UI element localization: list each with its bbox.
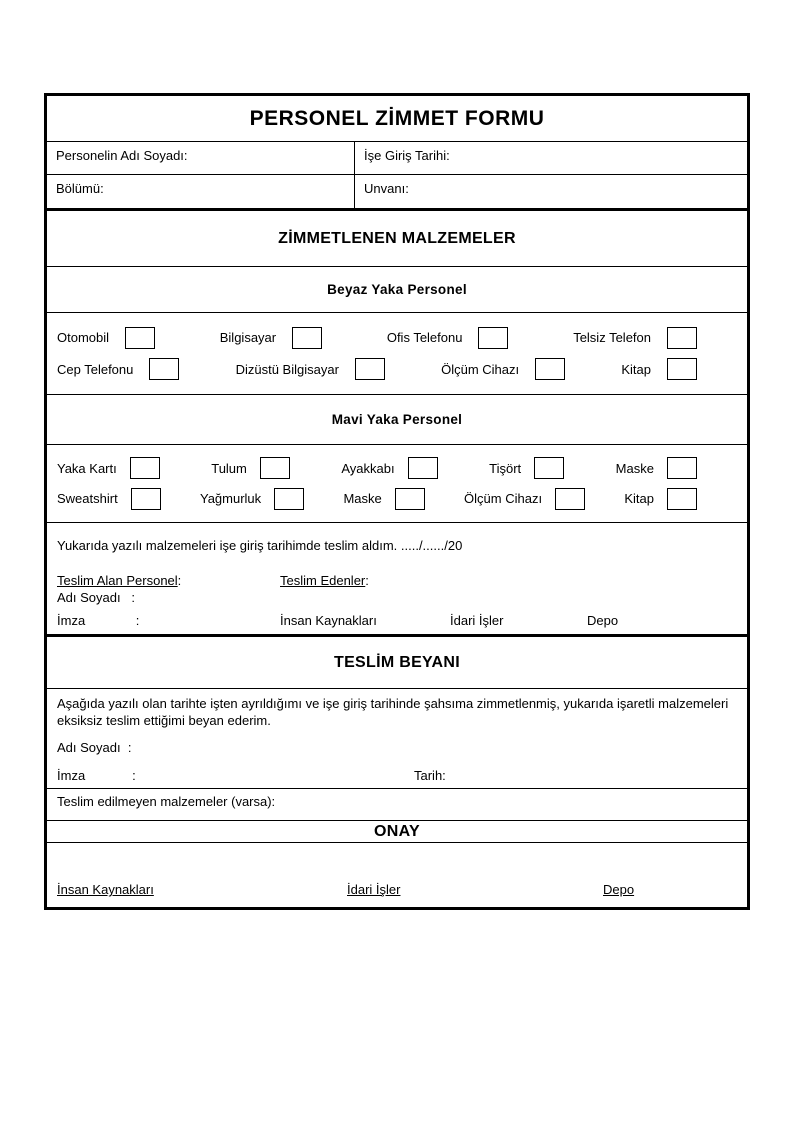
checkbox-ayakkabi[interactable] [408,457,438,479]
checkbox-tisort[interactable] [534,457,564,479]
header-fields-row-2 [47,175,747,211]
checkbox-label-ofis-telefonu: Ofis Telefonu [386,330,463,346]
item-bilgisayar [220,327,322,349]
checkbox-label-yagmurluk: Yağmurluk [199,491,262,507]
item-cep-telefonu [57,358,179,380]
approval-block [47,843,747,904]
checkbox-label-telsiz-telefon: Telsiz Telefon [573,330,651,346]
checkbox-label-tulum: Tulum [211,460,247,476]
white-collar-checkbox-block [47,313,747,395]
personel-zimmet-form [44,93,750,910]
checkbox-yaka-karti[interactable] [130,457,160,479]
checkbox-label-tisort: Tişört [489,460,522,476]
item-olcum-cihazi [441,358,565,380]
declaration-date-label[interactable]: Tarih: [414,768,446,783]
field-bolumu-label: Bölümü: [56,181,104,196]
approval-signer-depo: Depo [603,882,635,897]
checkbox-label-bilgisayar: Bilgisayar [219,330,277,346]
checkbox-label-olcum-cihazi: Ölçüm Cihazı [441,361,520,377]
deliverers-head [280,573,369,588]
checkbox-label-yaka-karti: Yaka Kartı [57,460,117,476]
checkbox-label-kitap-2: Kitap [624,491,654,507]
receiver-colon: : [177,573,182,588]
header-fields-row-1 [47,142,747,175]
field-personel-adi-soyadi[interactable] [47,142,355,175]
blue-collar-checkbox-block [47,445,747,523]
receipt-signer-idari-isler: İdari İşler [450,613,504,628]
checkbox-label-maske-2: Maske [343,491,382,507]
item-yagmurluk [200,488,304,510]
receipt-signer-insan-kaynaklari: İnsan Kaynakları [280,613,377,628]
item-ayakkabi [341,457,437,479]
checkbox-kitap[interactable] [667,358,697,380]
item-maske-2 [343,488,424,510]
receiver-label: Teslim Alan Personel [57,573,178,588]
checkbox-label-sweatshirt: Sweatshirt [57,491,118,507]
checkbox-kitap-2[interactable] [667,488,697,510]
declaration-section-title: TESLİM BEYANI [47,637,747,689]
declaration-signature-row [57,768,737,783]
checkbox-label-olcum-cihazi-2: Ölçüm Cihazı [464,491,543,507]
checkbox-telsiz-telefon[interactable] [667,327,697,349]
blue-collar-row-1 [57,457,697,479]
item-tulum [211,457,290,479]
item-kitap-2 [624,488,697,510]
white-collar-row-2 [57,358,697,380]
receipt-statement: Yukarıda yazılı malzemeleri işe giriş tarihimde teslim aldım. ...../....../20 [57,538,463,553]
checkbox-otomobil[interactable] [125,327,155,349]
checkbox-maske[interactable] [667,457,697,479]
item-telsiz-telefon [573,327,697,349]
item-sweatshirt [57,488,161,510]
approval-signer-depo-slot [603,882,634,897]
checkbox-olcum-cihazi-2[interactable] [555,488,585,510]
receipt-signer-depo: Depo [587,613,619,628]
field-ise-giris-tarihi[interactable] [355,142,747,175]
checkbox-label-cep-telefonu: Cep Telefonu [57,361,134,377]
field-ise-giris-tarihi-label: İşe Giriş Tarihi: [364,148,450,163]
checkbox-tulum[interactable] [260,457,290,479]
white-collar-title: Beyaz Yaka Personel [47,267,747,313]
checkbox-yagmurluk[interactable] [274,488,304,510]
field-bolumu[interactable] [47,175,355,208]
form-title: PERSONEL ZİMMET FORMU [249,106,545,130]
approval-signer-insan-kaynaklari-slot [57,882,347,897]
receipt-signature-row [57,613,737,628]
undelivered-materials-label: Teslim edilmeyen malzemeler (varsa): [57,794,276,809]
item-otomobil [57,327,155,349]
item-tisort [489,457,564,479]
approval-signer-idari-isler-slot [347,882,603,897]
receipt-signature-line[interactable]: İmza : [57,613,140,628]
checkbox-bilgisayar[interactable] [292,327,322,349]
deliverers-label: Teslim Edenler [280,573,366,588]
item-yaka-karti [57,457,160,479]
checkbox-label-ayakkabi: Ayakkabı [341,460,395,476]
checkbox-olcum-cihazi[interactable] [535,358,565,380]
receiver-head [57,573,280,588]
checkbox-maske-2[interactable] [395,488,425,510]
item-olcum-cihazi-2 [464,488,585,510]
blue-collar-title: Mavi Yaka Personel [47,395,747,445]
blue-collar-row-2 [57,488,697,510]
checkbox-ofis-telefonu[interactable] [478,327,508,349]
form-title-row [47,96,747,142]
approval-signer-insan-kaynaklari: İnsan Kaynakları [57,882,154,897]
item-maske [616,457,697,479]
checkbox-label-maske: Maske [615,460,654,476]
declaration-statement: Aşağıda yazılı olan tarihte işten ayrıldığımı ve işe giriş tarihinde şahsıma zimmetlenmiş, yukarıda işaretli malzemeleri eksiksiz teslim ettiğimi beyan ederim. [57,696,729,728]
white-collar-row-1 [57,327,697,349]
field-personel-adi-soyadi-label: Personelin Adı Soyadı: [56,148,188,163]
item-dizustu-bilgisayar [236,358,385,380]
receipt-heads [57,573,737,588]
approval-section-title: ONAY [47,821,747,843]
materials-section-title: ZİMMETLENEN MALZEMELER [47,211,747,267]
item-kitap [621,358,697,380]
field-unvani[interactable] [355,175,747,208]
declaration-name-line[interactable]: Adı Soyadı : [57,740,132,755]
declaration-block [47,689,747,789]
checkbox-cep-telefonu[interactable] [149,358,179,380]
receipt-name-line[interactable]: Adı Soyadı : [57,590,136,605]
receipt-block [47,523,747,637]
deliverers-colon: : [365,573,369,588]
checkbox-label-kitap: Kitap [621,361,651,377]
field-unvani-label: Unvanı: [364,181,409,196]
checkbox-label-otomobil: Otomobil [57,330,110,346]
undelivered-materials-row[interactable] [47,789,747,821]
checkbox-label-dizustu-bilgisayar: Dizüstü Bilgisayar [235,361,339,377]
checkbox-dizustu-bilgisayar[interactable] [355,358,385,380]
declaration-signature-line[interactable]: İmza : [57,768,136,783]
approval-signer-idari-isler: İdari İşler [347,882,401,897]
item-ofis-telefonu [387,327,509,349]
checkbox-sweatshirt[interactable] [131,488,161,510]
